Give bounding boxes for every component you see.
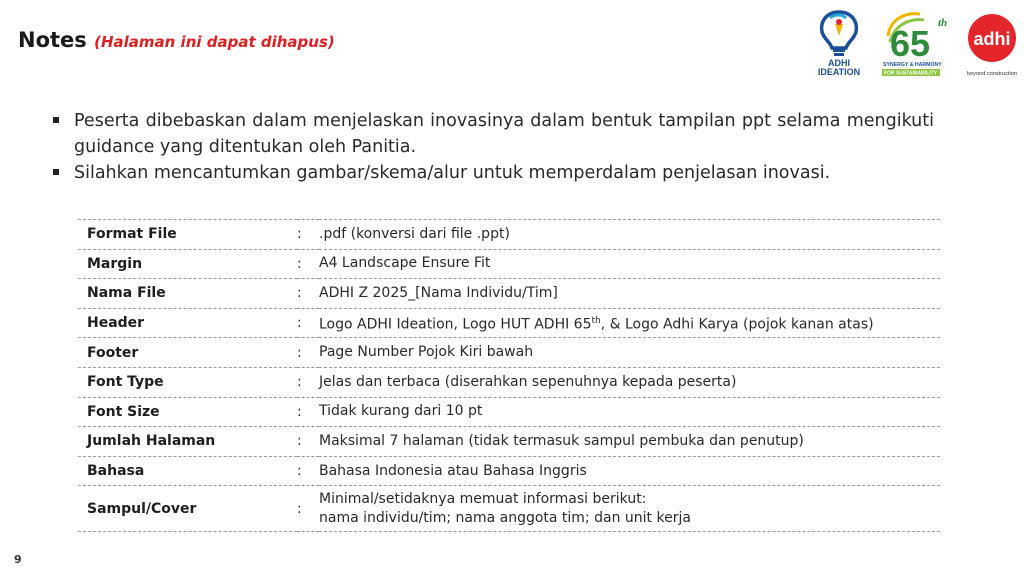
row-value: A4 Landscape Ensure Fit bbox=[319, 249, 940, 279]
page-number: 9 bbox=[14, 553, 22, 566]
row-separator: : bbox=[297, 338, 319, 368]
title-main: Notes bbox=[18, 28, 87, 52]
row-separator: : bbox=[297, 220, 319, 250]
ideation-logo-text-2: IDEATION bbox=[817, 67, 861, 77]
table-row bbox=[78, 249, 940, 279]
row-key: Format File bbox=[78, 220, 297, 250]
row-key: Bahasa bbox=[78, 456, 297, 486]
row-value-line: Minimal/setidaknya memuat informasi berikut: bbox=[319, 490, 647, 507]
hut-suffix: th bbox=[938, 17, 948, 29]
page-title bbox=[18, 28, 335, 52]
row-value: Jelas dan terbaca (diserahkan sepenuhnya kepada peserta) bbox=[319, 367, 940, 397]
bullet-item: Peserta dibebaskan dalam menjelaskan inovasinya dalam bentuk tampilan ppt selama mengikuti guidance yang ditentukan oleh Panitia. bbox=[52, 108, 934, 160]
row-key: Nama File bbox=[78, 279, 297, 309]
row-key: Jumlah Halaman bbox=[78, 427, 297, 457]
table-row bbox=[78, 308, 940, 338]
row-value-pre: Logo ADHI Ideation, Logo HUT ADHI 65 bbox=[319, 316, 592, 333]
row-value: .pdf (konversi dari file .ppt) bbox=[319, 220, 940, 250]
table-row bbox=[78, 220, 940, 250]
row-separator: : bbox=[297, 456, 319, 486]
row-value bbox=[319, 486, 940, 532]
title-subtitle: (Halaman ini dapat dihapus) bbox=[94, 33, 335, 51]
ideation-logo-text-1: ADHI bbox=[828, 58, 850, 68]
row-key: Font Type bbox=[78, 367, 297, 397]
table-row bbox=[78, 427, 940, 457]
row-value: ADHI Z 2025_[Nama Individu/Tim] bbox=[319, 279, 940, 309]
row-value: Maksimal 7 halaman (tidak termasuk sampul pembuka dan penutup) bbox=[319, 427, 940, 457]
requirements-table bbox=[78, 219, 940, 532]
hut-65-logo bbox=[880, 6, 958, 78]
table-row bbox=[78, 279, 940, 309]
adhi-karya-logo bbox=[964, 12, 1020, 78]
adhi-logo-tagline: beyond construction bbox=[966, 71, 1018, 77]
row-separator: : bbox=[297, 486, 319, 532]
table-row bbox=[78, 338, 940, 368]
row-value-sup: th bbox=[591, 315, 601, 326]
row-value: Tidak kurang dari 10 pt bbox=[319, 397, 940, 427]
logo-group bbox=[808, 6, 1020, 78]
row-key: Margin bbox=[78, 249, 297, 279]
adhi-ideation-logo bbox=[808, 6, 870, 78]
row-separator: : bbox=[297, 308, 319, 338]
row-key: Sampul/Cover bbox=[78, 486, 297, 532]
row-value-post: , & Logo Adhi Karya (pojok kanan atas) bbox=[600, 316, 874, 333]
row-separator: : bbox=[297, 367, 319, 397]
table-row bbox=[78, 486, 940, 532]
row-value: Bahasa Indonesia atau Bahasa Inggris bbox=[319, 456, 940, 486]
row-separator: : bbox=[297, 427, 319, 457]
row-key: Font Size bbox=[78, 397, 297, 427]
row-key: Header bbox=[78, 308, 297, 338]
row-key: Footer bbox=[78, 338, 297, 368]
row-value-line: nama individu/tim; nama anggota tim; dan unit kerja bbox=[319, 509, 691, 526]
bullet-list bbox=[52, 108, 934, 186]
bullet-item: Silahkan mencantumkan gambar/skema/alur untuk memperdalam penjelasan inovasi. bbox=[52, 160, 934, 186]
row-separator: : bbox=[297, 397, 319, 427]
row-separator: : bbox=[297, 249, 319, 279]
row-value: Page Number Pojok Kiri bawah bbox=[319, 338, 940, 368]
hut-number: 65 bbox=[890, 23, 931, 64]
hut-tagline-2: FOR SUSTAINABILITY bbox=[884, 70, 937, 77]
hut-tagline-1: SYNERGY & HARMONY bbox=[883, 62, 942, 68]
row-value bbox=[319, 308, 940, 338]
table-row bbox=[78, 456, 940, 486]
adhi-logo-text: adhi bbox=[973, 29, 1011, 49]
row-separator: : bbox=[297, 279, 319, 309]
table-row bbox=[78, 397, 940, 427]
table-row bbox=[78, 367, 940, 397]
